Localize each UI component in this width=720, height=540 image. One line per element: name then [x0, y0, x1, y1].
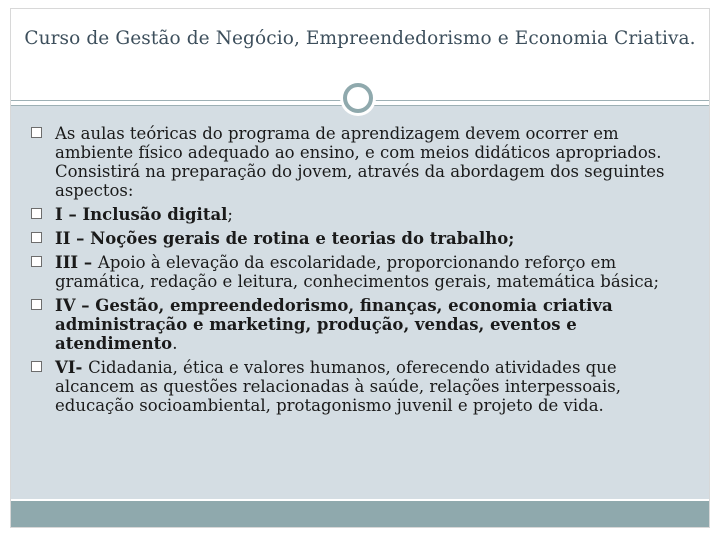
bullet-text: As aulas teóricas do programa de aprendizagem devem ocorrer em ambiente físico adequado ao ensino, e com meios didáticos apropriados. Consistirá na preparação do jovem, através da abordagem dos seguintes aspectos:: [55, 124, 665, 200]
bullet-text: Cidadania, ética e valores humanos, oferecendo atividades que alcancem as questões relacionadas à saúde, relações interpessoais, educação socioambiental, protagonismo juvenil e projeto de vida.: [55, 358, 621, 415]
square-bullet-icon: [31, 361, 42, 372]
bullet-text: Apoio à elevação da escolaridade, proporcionando reforço em gramática, redação e leitura, conhecimentos gerais, matemática básica;: [55, 253, 660, 291]
bullet-text: ;: [227, 205, 233, 224]
bullet-item-inclusao-digital: [55, 205, 679, 224]
bullet-item-gestao: [55, 296, 679, 353]
square-bullet-icon: [31, 208, 42, 219]
bullet-text: .: [172, 334, 178, 353]
square-bullet-icon: [31, 127, 42, 138]
square-bullet-icon: [31, 256, 42, 267]
bullet-item-cidadania: [55, 358, 679, 415]
bullet-bold-text: VI-: [55, 358, 89, 377]
square-bullet-icon: [31, 232, 42, 243]
bullet-item-rotina-trabalho: [55, 229, 679, 248]
bullet-bold-text: III –: [55, 253, 98, 272]
bullet-bold-text: IV – Gestão, empreendedorismo, finanças, economia criativa administração e marketing, produção, vendas, eventos e atendimento: [55, 296, 613, 353]
bullet-bold-text: II – Noções gerais de rotina e teorias do trabalho;: [55, 229, 515, 248]
content-area: [11, 106, 709, 499]
square-bullet-icon: [31, 299, 42, 310]
bullet-item-escolaridade: [55, 253, 679, 291]
slide-title: Curso de Gestão de Negócio, Empreendedorismo e Economia Criativa.: [24, 28, 696, 49]
circle-ornament-icon: [340, 80, 376, 116]
bullet-item-intro: [55, 124, 679, 200]
footer-band: [11, 501, 709, 527]
bullet-bold-text: I – Inclusão digital: [55, 205, 228, 224]
bullet-list: [11, 106, 709, 415]
